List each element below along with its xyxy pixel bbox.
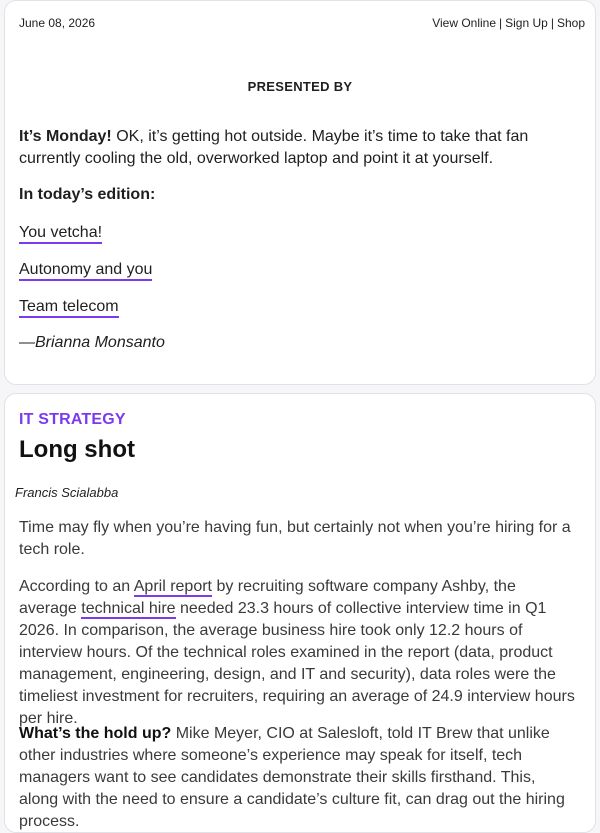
article-paragraph-2 xyxy=(19,576,575,730)
shop-link[interactable]: Shop xyxy=(556,16,585,30)
presented-by-label: PRESENTED BY xyxy=(247,79,353,94)
toc-link-autonomy[interactable]: Autonomy and you xyxy=(19,260,152,281)
paragraph-text: Mike Meyer, CIO at Salesloft, told IT Brew that unlike other industries where someone’s experience may speak for itself, tech managers want to see candidates demonstrate their skills firsthand. This, along with the need to ensure a candidate’s culture fit, can drag out the hiring process. xyxy=(19,725,565,830)
image-credit: Francis Scialabba xyxy=(15,485,119,500)
view-online-link[interactable]: View Online xyxy=(432,16,497,30)
toc-link-team-telecom[interactable]: Team telecom xyxy=(19,297,119,318)
issue-date: June 08, 2026 xyxy=(19,16,96,30)
intro-card xyxy=(4,0,596,385)
section-label: IT STRATEGY xyxy=(19,411,126,428)
paragraph-text: needed 23.3 hours of collective interview time in Q1 2026. In comparison, the average business hire took only 12.2 hours of interview hours. Of the technical roles examined in the report (data, product management, engineering, design, and IT and security), data roles were the timeliest investment for recruiters, requiring an average of 24.9 interview hours per hire. xyxy=(19,600,575,727)
author-signoff: —Brianna Monsanto xyxy=(19,334,165,351)
article-card xyxy=(4,393,596,833)
intro-text: OK, it’s getting hot outside. Maybe it’s time to take that fan currently cooling the old, overworked laptop and point it at yourself. xyxy=(19,128,529,167)
toc-link-you-vetcha[interactable]: You vetcha! xyxy=(19,223,102,244)
article-paragraph-3 xyxy=(19,723,575,833)
paragraph-text: According to an xyxy=(19,578,134,595)
edition-heading: In today’s edition: xyxy=(19,186,156,203)
header-bar xyxy=(19,15,585,31)
intro-paragraph xyxy=(19,126,581,170)
intro-greeting: It’s Monday! xyxy=(19,128,112,145)
article-paragraph-1: Time may fly when you’re having fun, but certainly not when you’re hiring for a tech role. xyxy=(19,519,571,558)
link-separator: | xyxy=(550,16,554,30)
link-separator: | xyxy=(499,16,503,30)
article-title: Long shot xyxy=(19,436,135,463)
sign-up-link[interactable]: Sign Up xyxy=(505,16,548,30)
header-links xyxy=(432,16,585,30)
paragraph-text: by recruiting software company Ashby, the average xyxy=(19,578,516,617)
april-report-link[interactable]: April report xyxy=(133,578,212,595)
technical-hire-link[interactable]: technical hire xyxy=(81,600,176,617)
paragraph-lead: What’s the hold up? xyxy=(19,725,172,742)
